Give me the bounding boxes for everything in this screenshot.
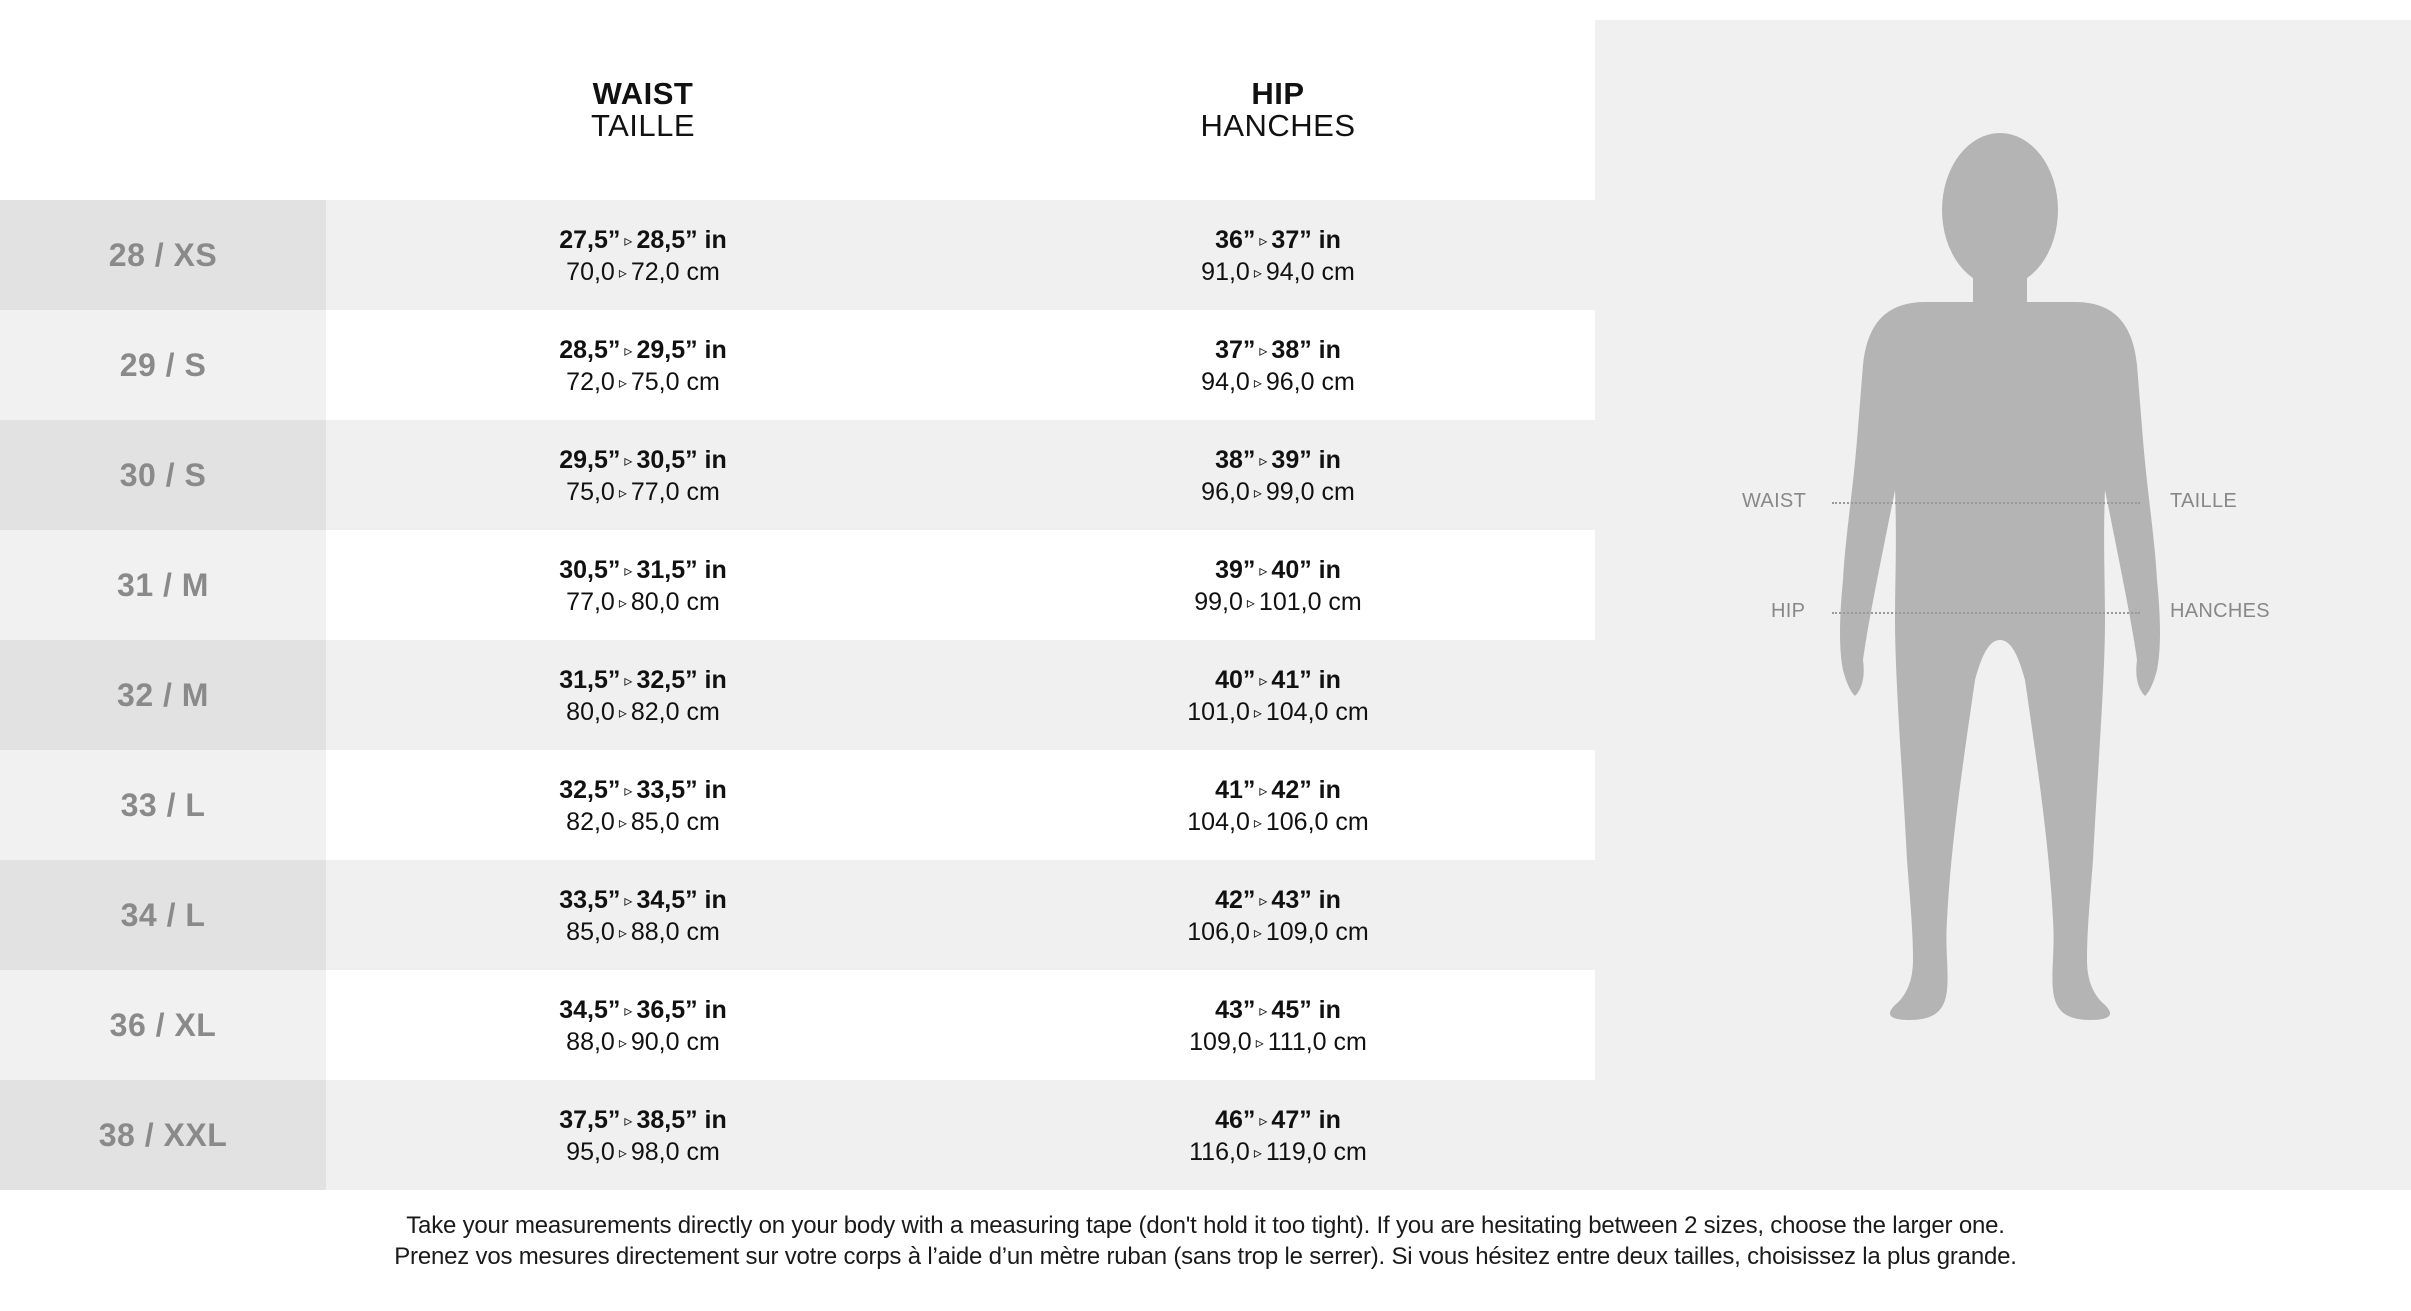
waist-in-from: 33,5” [559,886,621,914]
hip-cm [1018,807,1538,839]
hip-in [1018,555,1538,587]
hip-cm-from: 106,0 [1187,918,1250,946]
hip-in-to: 38” in [1271,336,1341,364]
hip-header-fr: HANCHES [1200,108,1356,143]
waist-in-from: 32,5” [559,776,621,804]
table-row [0,530,1595,640]
waist-cm-to: 82,0 cm [630,698,720,726]
waist-in-to: 29,5” in [636,336,727,364]
hip-in-to: 37” in [1271,226,1341,254]
size-label: 38 / XXL [0,1080,326,1190]
range-arrow-icon: ▹ [1259,1003,1268,1020]
hip-cell [1018,555,1538,619]
range-arrow-icon: ▹ [1253,925,1262,942]
waist-cm-to: 88,0 cm [630,918,720,946]
waist-in [383,885,903,917]
hip-in [1018,335,1538,367]
waist-label-right: TAILLE [2170,490,2238,512]
waist-in-to: 38,5” in [636,1106,727,1134]
range-arrow-icon: ▹ [624,673,633,690]
range-arrow-icon: ▹ [618,485,627,502]
waist-cell [383,335,903,399]
waist-cm-to: 80,0 cm [630,588,720,616]
hip-in [1018,1105,1538,1137]
waist-cm-to: 98,0 cm [630,1138,720,1166]
hip-cm [1018,1027,1538,1059]
hip-cm [1018,587,1538,619]
range-arrow-icon: ▹ [618,1145,627,1162]
waist-cm [383,1137,903,1169]
range-arrow-icon: ▹ [1253,815,1262,832]
table-row [0,860,1595,970]
waist-label-left: WAIST [1742,490,1807,512]
hip-in-to: 40” in [1271,556,1341,584]
waist-cm [383,257,903,289]
hip-cm-from: 99,0 [1194,588,1243,616]
table-row [0,970,1595,1080]
hip-in-from: 40” [1215,666,1256,694]
range-arrow-icon: ▹ [1259,1113,1268,1130]
hip-cell [1018,225,1538,289]
waist-cell [383,665,903,729]
waist-in [383,335,903,367]
waist-cm [383,697,903,729]
size-label: 33 / L [0,750,326,860]
waist-in-from: 37,5” [559,1106,621,1134]
size-label: 34 / L [0,860,326,970]
hip-in-from: 43” [1215,996,1256,1024]
hip-in-from: 42” [1215,886,1256,914]
waist-in-from: 30,5” [559,556,621,584]
range-arrow-icon: ▹ [1259,563,1268,580]
hip-cm-to: 96,0 cm [1265,368,1355,396]
hip-cm-from: 101,0 [1187,698,1250,726]
waist-header [383,78,903,142]
hip-label-right: HANCHES [2170,600,2270,622]
range-arrow-icon: ▹ [1253,1145,1262,1162]
hip-in-to: 47” in [1271,1106,1341,1134]
hip-cm-from: 96,0 [1201,478,1250,506]
hip-cm [1018,477,1538,509]
hip-in [1018,775,1538,807]
waist-in [383,225,903,257]
waist-cm-from: 75,0 [566,478,615,506]
waist-cm-from: 95,0 [566,1138,615,1166]
waist-in [383,555,903,587]
waist-cm [383,367,903,399]
waist-in [383,665,903,697]
range-arrow-icon: ▹ [1259,893,1268,910]
hip-cm [1018,917,1538,949]
hip-in [1018,995,1538,1027]
waist-cell [383,995,903,1059]
waist-cm-to: 77,0 cm [630,478,720,506]
waist-cm-to: 72,0 cm [630,258,720,286]
waist-in-to: 28,5” in [636,226,727,254]
waist-cell [383,225,903,289]
hip-cm [1018,1137,1538,1169]
table-row [0,420,1595,530]
hip-in-to: 43” in [1271,886,1341,914]
waist-cm-from: 82,0 [566,808,615,836]
table-row [0,200,1595,310]
waist-cell [383,885,903,949]
range-arrow-icon: ▹ [618,375,627,392]
hip-in-from: 41” [1215,776,1256,804]
hip-cm-to: 109,0 cm [1265,918,1369,946]
hip-header [1018,78,1538,142]
waist-line [1832,502,2140,504]
waist-cm-to: 85,0 cm [630,808,720,836]
body-figure-panel [1595,20,2411,1190]
hip-in [1018,445,1538,477]
size-label: 30 / S [0,420,326,530]
waist-cm-from: 85,0 [566,918,615,946]
hip-cm-from: 104,0 [1187,808,1250,836]
hip-cm-to: 104,0 cm [1265,698,1369,726]
waist-in-to: 33,5” in [636,776,727,804]
body-silhouette-icon [1595,20,2411,1190]
waist-in-from: 34,5” [559,996,621,1024]
waist-in [383,775,903,807]
waist-cm [383,477,903,509]
range-arrow-icon: ▹ [1255,1035,1264,1052]
hip-cell [1018,335,1538,399]
hip-line [1832,612,2140,614]
range-arrow-icon: ▹ [624,783,633,800]
waist-in-to: 32,5” in [636,666,727,694]
waist-cm-from: 80,0 [566,698,615,726]
hip-label-left: HIP [1771,600,1806,622]
waist-cm-from: 72,0 [566,368,615,396]
waist-cell [383,775,903,839]
size-label: 28 / XS [0,200,326,310]
hip-cell [1018,995,1538,1059]
table-row [0,1080,1595,1190]
hip-in-to: 39” in [1271,446,1341,474]
hip-cm-to: 101,0 cm [1258,588,1362,616]
hip-in [1018,665,1538,697]
waist-cm [383,587,903,619]
range-arrow-icon: ▹ [618,1035,627,1052]
hip-in-from: 37” [1215,336,1256,364]
hip-in [1018,225,1538,257]
range-arrow-icon: ▹ [1259,343,1268,360]
range-arrow-icon: ▹ [1259,783,1268,800]
range-arrow-icon: ▹ [624,893,633,910]
range-arrow-icon: ▹ [1246,595,1255,612]
hip-cell [1018,445,1538,509]
footer-note-fr: Prenez vos mesures directement sur votre corps à l’aide d’un mètre ruban (sans trop le serrer). Si vous hésitez entre deux tailles, choisissez la plus grande. [394,1243,2017,1270]
range-arrow-icon: ▹ [618,815,627,832]
range-arrow-icon: ▹ [618,705,627,722]
range-arrow-icon: ▹ [1253,485,1262,502]
range-arrow-icon: ▹ [1253,375,1262,392]
hip-in-from: 36” [1215,226,1256,254]
waist-in [383,1105,903,1137]
hip-cm [1018,257,1538,289]
range-arrow-icon: ▹ [1259,233,1268,250]
waist-header-en: WAIST [592,76,694,111]
range-arrow-icon: ▹ [624,343,633,360]
table-row [0,750,1595,860]
hip-cell [1018,1105,1538,1169]
hip-header-en: HIP [1251,76,1305,111]
hip-in-from: 39” [1215,556,1256,584]
hip-cm-from: 91,0 [1201,258,1250,286]
hip-cm [1018,697,1538,729]
range-arrow-icon: ▹ [624,563,633,580]
range-arrow-icon: ▹ [618,925,627,942]
waist-in-to: 31,5” in [636,556,727,584]
range-arrow-icon: ▹ [624,233,633,250]
hip-cell [1018,775,1538,839]
size-label: 29 / S [0,310,326,420]
hip-cm-from: 109,0 [1189,1028,1252,1056]
hip-cm-from: 116,0 [1189,1138,1250,1166]
hip-in-from: 38” [1215,446,1256,474]
waist-in-from: 31,5” [559,666,621,694]
hip-in-to: 41” in [1271,666,1341,694]
waist-cell [383,445,903,509]
waist-cell [383,1105,903,1169]
waist-cm-from: 70,0 [566,258,615,286]
hip-in-from: 46” [1215,1106,1256,1134]
table-row [0,640,1595,750]
range-arrow-icon: ▹ [624,1113,633,1130]
hip-cm-to: 99,0 cm [1265,478,1355,506]
range-arrow-icon: ▹ [1259,673,1268,690]
range-arrow-icon: ▹ [618,595,627,612]
hip-cm-from: 94,0 [1201,368,1250,396]
size-label: 36 / XL [0,970,326,1080]
waist-cm [383,1027,903,1059]
table-row [0,310,1595,420]
size-label: 31 / M [0,530,326,640]
hip-cell [1018,885,1538,949]
range-arrow-icon: ▹ [618,265,627,282]
waist-in [383,445,903,477]
hip-cm [1018,367,1538,399]
hip-in [1018,885,1538,917]
waist-in-to: 30,5” in [636,446,727,474]
range-arrow-icon: ▹ [1259,453,1268,470]
hip-in-to: 42” in [1271,776,1341,804]
range-arrow-icon: ▹ [624,1003,633,1020]
waist-cell [383,555,903,619]
waist-cm [383,807,903,839]
hip-cm-to: 119,0 cm [1265,1138,1367,1166]
size-label: 32 / M [0,640,326,750]
waist-in-to: 36,5” in [636,996,727,1024]
waist-in-from: 27,5” [559,226,621,254]
waist-header-fr: TAILLE [590,108,696,143]
size-table [0,200,1595,1190]
range-arrow-icon: ▹ [624,453,633,470]
waist-in-from: 29,5” [559,446,621,474]
waist-cm [383,917,903,949]
footer-note-en: Take your measurements directly on your body with a measuring tape (don't hold it too tight). If you are hesitating between 2 sizes, choose the larger one. [406,1212,2005,1239]
range-arrow-icon: ▹ [1253,705,1262,722]
hip-cm-to: 111,0 cm [1267,1028,1367,1056]
hip-cm-to: 106,0 cm [1265,808,1369,836]
waist-cm-to: 75,0 cm [630,368,720,396]
hip-in-to: 45” in [1271,996,1341,1024]
waist-in-from: 28,5” [559,336,621,364]
hip-cm-to: 94,0 cm [1265,258,1355,286]
range-arrow-icon: ▹ [1253,265,1262,282]
hip-cell [1018,665,1538,729]
footer-note [0,1210,2411,1272]
waist-in-to: 34,5” in [636,886,727,914]
waist-in [383,995,903,1027]
waist-cm-from: 77,0 [566,588,615,616]
waist-cm-from: 88,0 [566,1028,615,1056]
waist-cm-to: 90,0 cm [630,1028,720,1056]
